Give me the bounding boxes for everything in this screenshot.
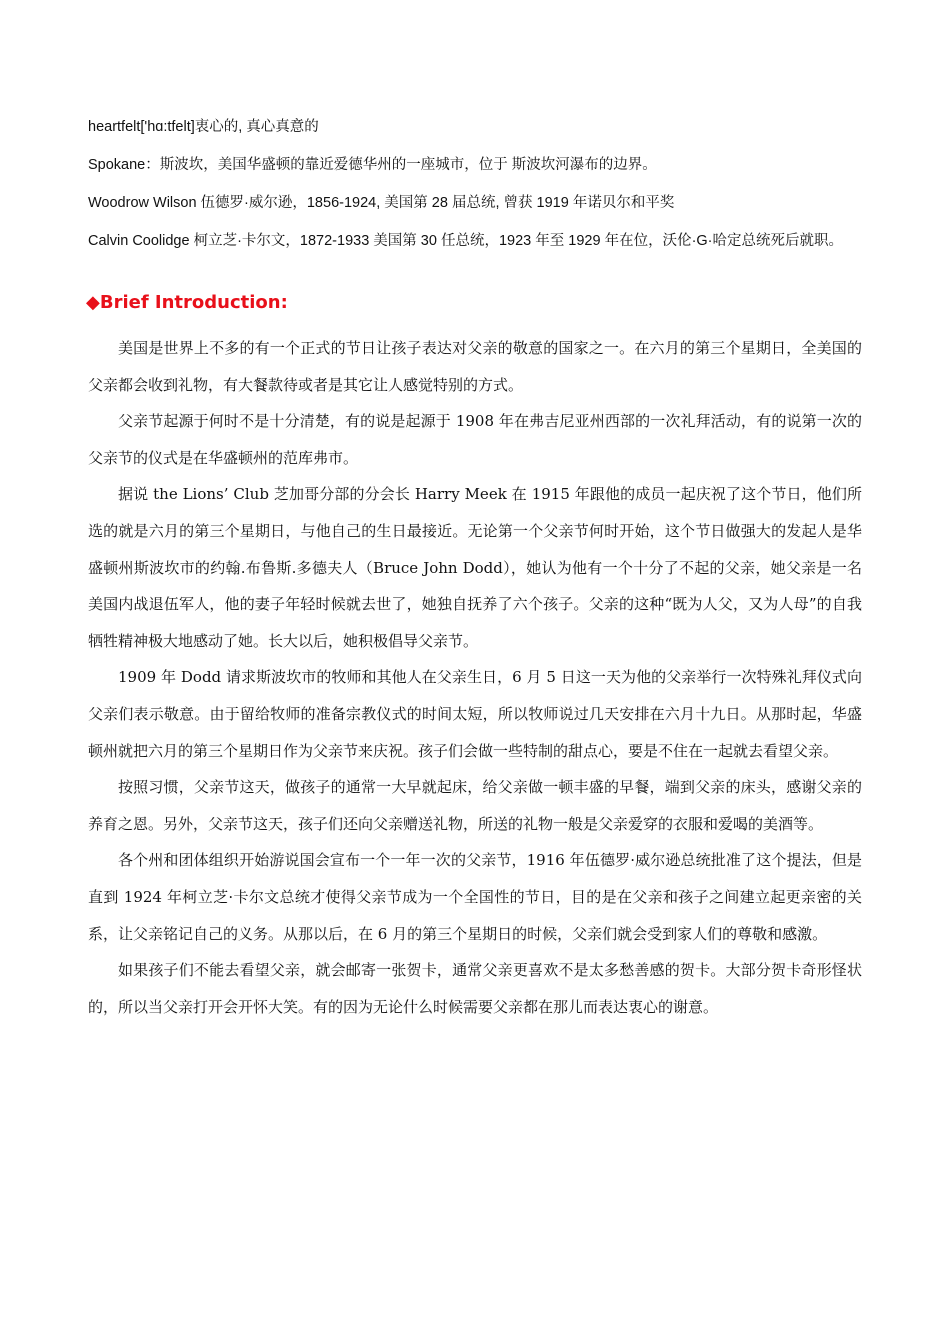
vocab-calvin-coolidge: Calvin Coolidge 柯立芝·卡尔文，1872-1933 美国第 30 任总统，1923 年至 1929 年在位，沃伦·G·哈定总统死后就职。 — [88, 233, 844, 249]
paragraph-origin: 父亲节起源于何时不是十分清楚，有的说是起源于 1908 年在弗吉尼亚州西部的一次礼拜活动，有的说第一次的父亲节的仪式是在华盛顿州的范库弗市。 — [88, 412, 862, 467]
paragraph-intro: 美国是世界上不多的有一个正式的节日让孩子表达对父亲的敬意的国家之一。在六月的第三个星期日，全美国的父亲都会收到礼物，有大餐款待或者是其它让人感觉特别的方式。 — [88, 339, 862, 394]
paragraph-national-holiday: 各个州和团体组织开始游说国会宣布一个一年一次的父亲节，1916 年伍德罗·威尔逊总统批准了这个提法，但是直到 1924 年柯立芝·卡尔文总统才使得父亲节成为一个全国性的节日，目的是在父亲和孩子之间建立起更亲密的关系，让父亲铭记自己的义务。从那以后，在 6 月的第三个星期日的时候，父亲们就会受到家人们的尊敬和感激。 — [88, 851, 862, 943]
vocabulary-notes — [88, 108, 878, 260]
article-body — [88, 330, 862, 1025]
paragraph-customs: 按照习惯，父亲节这天，做孩子的通常一大早就起床，给父亲做一顿丰盛的早餐，端到父亲的床头，感谢父亲的养育之恩。另外，父亲节这天，孩子们还向父亲赠送礼物，所送的礼物一般是父亲爱穿的衣服和爱喝的美酒等。 — [88, 778, 862, 833]
vocab-spokane: Spokane：斯波坎，美国华盛顿的靠近爱德华州的一座城市，位于 斯波坎河瀑布的边界。 — [88, 157, 657, 173]
vocab-heartfelt: heartfelt['hɑ:tfelt]衷心的, 真心真意的 — [88, 119, 319, 135]
paragraph-founder: 据说 the Lions’ Club 芝加哥分部的分会长 Harry Meek 在 1915 年跟他的成员一起庆祝了这个节日，他们所选的就是六月的第三个星期日，与他自己的生日最接近。无论第一个父亲节何时开始，这个节日做强大的发起人是华盛顿州斯波坎市的约翰.布鲁斯.多德夫人（Bruce John Dodd），她认为他有一个十分了不起的父亲，她父亲是一名美国内战退伍军人，他的妻子年轻时候就去世了，她独自抚养了六个孩子。父亲的这种“既为人父，又为人母”的自我牺牲精神极大地感动了她。长大以后，她积极倡导父亲节。 — [88, 485, 862, 650]
vocab-woodrow-wilson: Woodrow Wilson 伍德罗·威尔逊，1856-1924, 美国第 28 届总统, 曾获 1919 年诺贝尔和平奖 — [88, 195, 675, 211]
paragraph-cards: 如果孩子们不能去看望父亲，就会邮寄一张贺卡，通常父亲更喜欢不是太多愁善感的贺卡。大部分贺卡奇形怪状的，所以当父亲打开会开怀大笑。有的因为无论什么时候需要父亲都在那儿而表达衷心的谢意。 — [88, 961, 862, 1016]
paragraph-1909: 1909 年 Dodd 请求斯波坎市的牧师和其他人在父亲生日，6 月 5 日这一天为他的父亲举行一次特殊礼拜仪式向父亲们表示敬意。由于留给牧师的准备宗教仪式的时间太短，所以牧师说过几天安排在六月十九日。从那时起，华盛顿州就把六月的第三个星期日作为父亲节来庆祝。孩子们会做一些特制的甜点心，要是不住在一起就去看望父亲。 — [88, 668, 862, 760]
section-heading: ◆Brief Introduction: — [86, 292, 288, 313]
